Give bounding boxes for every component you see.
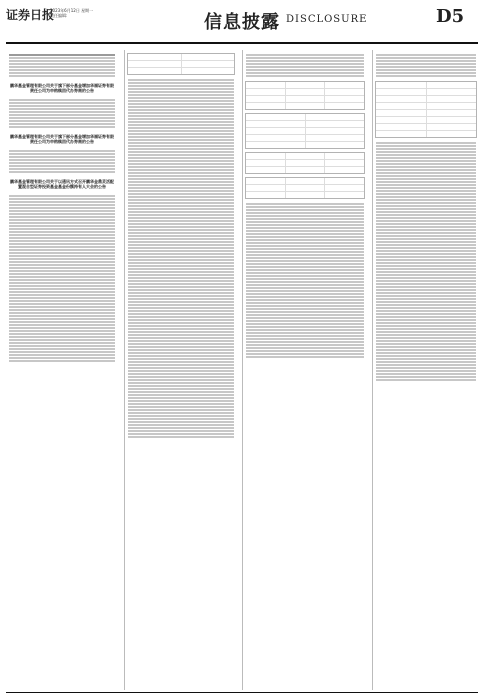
- announcement-heading-1: 鹏华基金管理有限公司关于旗下部分基金增加华福证券有限责任公司为申购赎回代办券商的公告: [10, 83, 114, 93]
- column-2: [124, 50, 237, 690]
- column-4: [372, 50, 479, 690]
- masthead-rule: [6, 42, 478, 44]
- announcement-heading-3: 鹏华基金管理有限公司关于以通讯方式召开鹏华金鼎灵活配置混合型证券投资基金基金份额持有人大会的公告: [10, 179, 114, 189]
- page-code: D5: [436, 6, 465, 27]
- bottom-rule: [6, 692, 478, 693]
- text-block: [246, 54, 364, 77]
- announcement-heading-2: 鹏华基金管理有限公司关于旗下部分基金增加华福证券有限责任公司为申购赎回代办券商的公告: [10, 134, 114, 144]
- column-3: [242, 50, 367, 690]
- issue-date: 2023年6月12日 星期一: [50, 8, 94, 13]
- column-1: [6, 50, 118, 690]
- issue-meta: [50, 8, 150, 18]
- text-block: [246, 203, 364, 358]
- holdings-table-4: [245, 177, 365, 199]
- section-title-en: DISCLOSURE: [286, 14, 368, 25]
- text-block: [9, 150, 115, 173]
- schedule-table: [375, 81, 477, 138]
- holdings-table-1: [245, 81, 365, 110]
- masthead: [0, 0, 484, 46]
- text-block: [376, 142, 476, 381]
- text-block: [376, 54, 476, 77]
- text-block: [9, 195, 115, 362]
- text-block: [9, 99, 115, 128]
- section-title: 信息披露: [204, 12, 280, 33]
- holdings-table-2: [245, 113, 365, 149]
- newspaper-logo: 证券日报: [6, 8, 55, 22]
- text-block: [9, 54, 115, 77]
- info-table: [127, 53, 235, 75]
- editor-line: 责任编辑:: [50, 13, 68, 18]
- holdings-table-3: [245, 152, 365, 174]
- text-block: [128, 79, 234, 438]
